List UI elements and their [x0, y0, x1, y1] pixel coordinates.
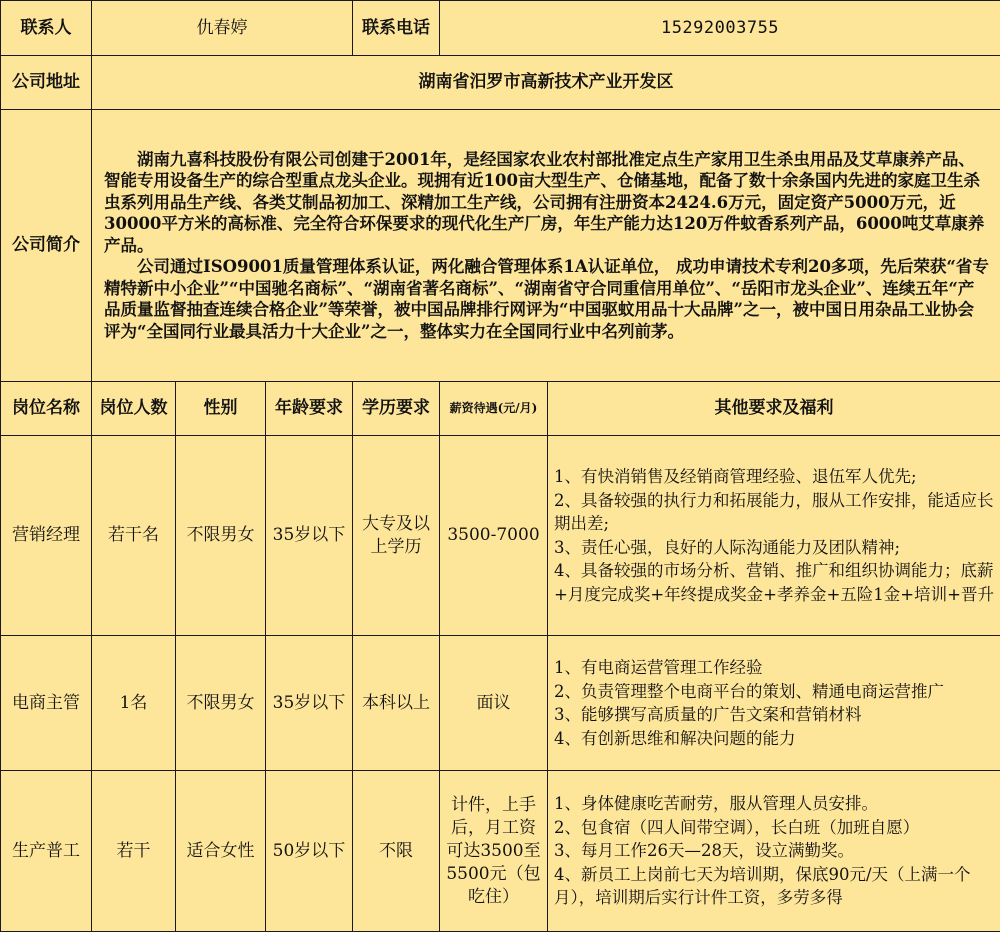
job-requirements [548, 436, 1000, 636]
intro-text [92, 110, 1000, 382]
phone-label: 联系电话 [353, 1, 440, 56]
requirement-item: 1、有电商运营管理工作经验 [554, 656, 994, 680]
header-count: 岗位人数 [92, 382, 176, 436]
job-age: 35岁以下 [266, 436, 353, 636]
requirement-item: 1、身体健康吃苦耐劳，服从管理人员安排。 [554, 792, 994, 816]
job-salary: 计件，上手后，月工资可达3500至5500元（包吃住） [440, 771, 548, 932]
intro-paragraph: 公司通过ISO9001质量管理体系认证，两化融合管理体系1A认证单位， 成功申请技术专利20多项，先后荣获“省专精特新中小企业”“中国驰名商标”、“湖南省著名商标”、“湖南省守合同重信用单位”、“岳阳市龙头企业”、连续五年“产品质量监督抽查连续合格企业”等荣誉，被中国品牌排行网评为“中国驱蚊用品十大品牌”之一，被中国日用杂品工业协会评为“全国同行业最具活力十大企业”之一，整体实力在全国同行业中名列前茅。 [104, 256, 990, 342]
header-age: 年龄要求 [266, 382, 353, 436]
table-row [1, 436, 1000, 636]
requirement-item: 3、能够撰写高质量的广告文案和营销材料 [554, 703, 994, 727]
contact-row [1, 1, 1000, 56]
header-education: 学历要求 [353, 382, 440, 436]
job-education: 本科以上 [353, 636, 440, 771]
header-benefits: 其他要求及福利 [548, 382, 1000, 436]
address-value: 湖南省汨罗市高新技术产业开发区 [92, 56, 1000, 110]
table-row [1, 636, 1000, 771]
requirement-item: 4、有创新思维和解决问题的能力 [554, 727, 994, 751]
job-gender: 适合女性 [176, 771, 266, 932]
job-gender: 不限男女 [176, 636, 266, 771]
job-position: 电商主管 [1, 636, 92, 771]
job-salary: 面议 [440, 636, 548, 771]
table-row [1, 771, 1000, 932]
intro-label: 公司简介 [1, 110, 92, 382]
job-age: 35岁以下 [266, 636, 353, 771]
header-position: 岗位名称 [1, 382, 92, 436]
header-salary: 薪资待遇(元/月) [440, 382, 548, 436]
job-education: 大专及以上学历 [353, 436, 440, 636]
job-requirements [548, 636, 1000, 771]
phone-number: 15292003755 [440, 1, 1000, 56]
job-education: 不限 [353, 771, 440, 932]
job-count: 若干 [92, 771, 176, 932]
job-salary: 3500-7000 [440, 436, 548, 636]
header-gender: 性别 [176, 382, 266, 436]
requirement-item: 2、包食宿（四人间带空调），长白班（加班自愿） [554, 816, 994, 840]
requirement-item: 2、具备较强的执行力和拓展能力，服从工作安排，能适应长期出差; [554, 489, 994, 536]
job-gender: 不限男女 [176, 436, 266, 636]
header-row [1, 382, 1000, 436]
job-count: 1名 [92, 636, 176, 771]
requirement-item: 4、新员工上岗前七天为培训期，保底90元/天（上满一个月），培训期后实行计件工资，多劳多得 [554, 863, 994, 910]
address-row [1, 56, 1000, 110]
requirement-item: 4、具备较强的市场分析、营销、推广和组织协调能力；底薪+月度完成奖+年终提成奖金+孝养金+五险1金+培训+晋升 [554, 559, 994, 606]
job-position: 营销经理 [1, 436, 92, 636]
contact-label: 联系人 [1, 1, 92, 56]
requirement-item: 1、有快消销售及经销商管理经验、退伍军人优先; [554, 465, 994, 489]
requirement-item: 3、责任心强，良好的人际沟通能力及团队精神; [554, 536, 994, 560]
job-age: 50岁以下 [266, 771, 353, 932]
job-count: 若干名 [92, 436, 176, 636]
intro-row [1, 110, 1000, 382]
job-position: 生产普工 [1, 771, 92, 932]
requirement-item: 3、每月工作26天—28天，设立满勤奖。 [554, 839, 994, 863]
address-label: 公司地址 [1, 56, 92, 110]
contact-name: 仇春婷 [92, 1, 353, 56]
requirement-item: 2、负责管理整个电商平台的策划、精通电商运营推广 [554, 680, 994, 704]
intro-paragraph: 湖南九喜科技股份有限公司创建于2001年，是经国家农业农村部批准定点生产家用卫生杀虫用品及艾草康养产品、智能专用设备生产的综合型重点龙头企业。现拥有近100亩大型生产、仓储基地，配备了数十余条国内先进的家庭卫生杀虫系列用品生产线、各类艾制品初加工、深精加工生产线，公司拥有注册资本2424.6万元，固定资产5000万元，近30000平方米的高标准、完全符合环保要求的现代化生产厂房，年生产能力达120万件蚊香系列产品，6000吨艾草康养产品。 [104, 149, 990, 257]
job-requirements [548, 771, 1000, 932]
